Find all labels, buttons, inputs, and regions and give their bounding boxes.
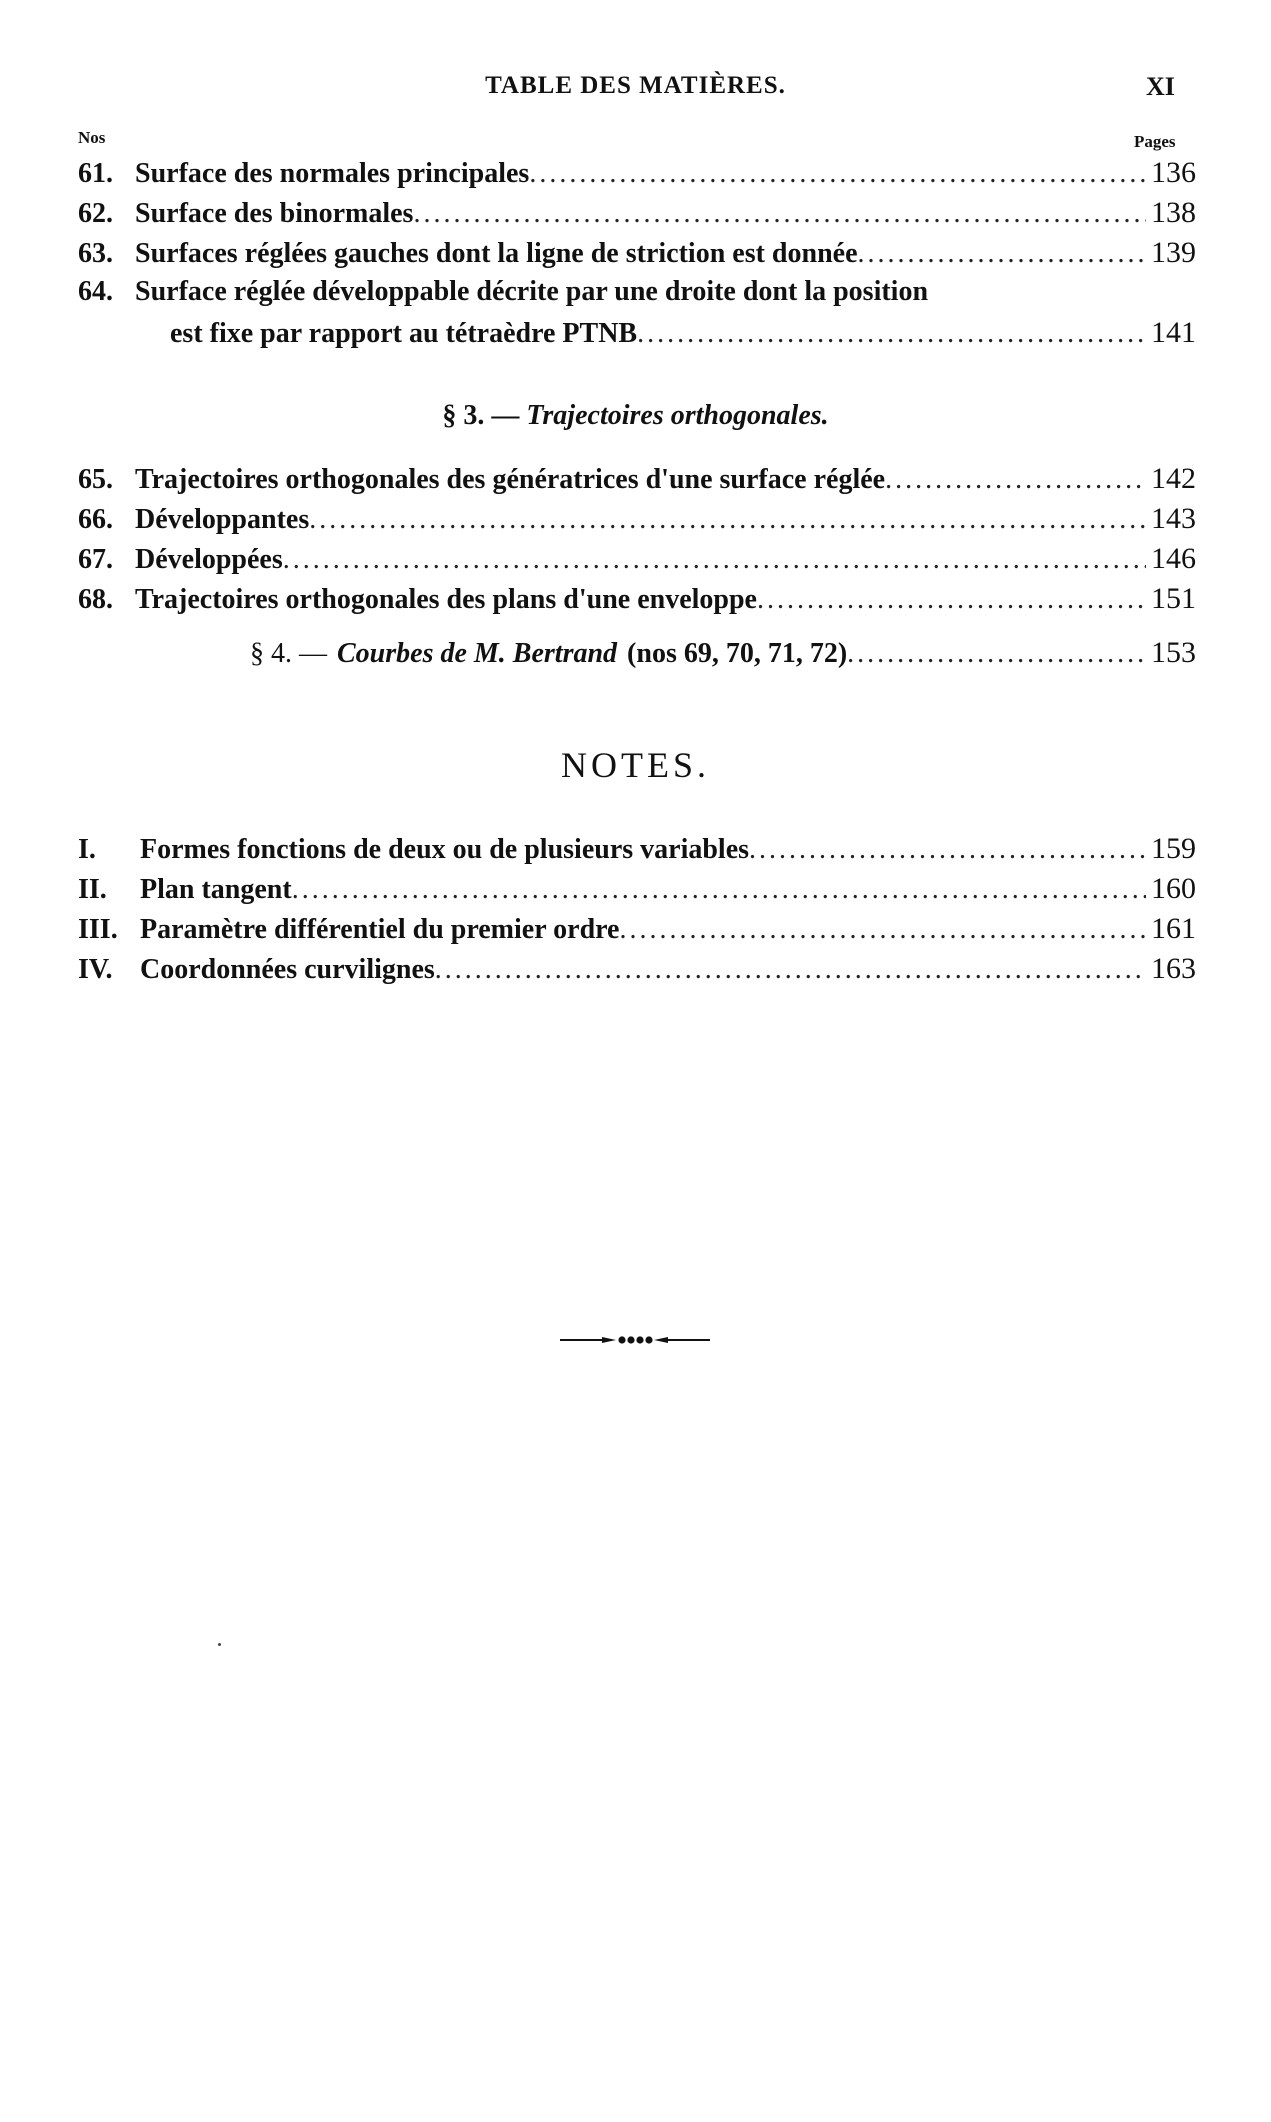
- column-label-pages: Pages: [1134, 132, 1176, 151]
- dot-leader: [435, 954, 1146, 986]
- toc-entry: [78, 156, 1196, 196]
- dot-leader: [749, 834, 1146, 866]
- toc-entry: [78, 236, 1196, 276]
- entry-number: 65.: [78, 464, 113, 495]
- running-head: TABLE DES MATIÈRES.: [485, 72, 786, 99]
- note-entry: [78, 912, 1196, 952]
- note-entry: [78, 872, 1196, 912]
- note-entry: [78, 952, 1196, 992]
- entry-page: 138: [1151, 196, 1196, 229]
- note-entry: [78, 832, 1196, 872]
- section-prefix: § 4. —: [250, 638, 327, 669]
- section-entry: [250, 636, 1196, 676]
- section-title: Trajectoires orthogonales.: [526, 400, 829, 431]
- note-page: 160: [1151, 872, 1196, 905]
- entry-number: 64.: [78, 276, 113, 307]
- entry-page: 153: [1151, 636, 1196, 669]
- toc-entry: [78, 582, 1196, 622]
- toc-entry: [78, 196, 1196, 236]
- entry-number: 63.: [78, 238, 113, 269]
- entry-title: Surfaces réglées gauches dont la ligne de striction est donnée: [135, 238, 858, 269]
- entry-title: Trajectoires orthogonales des génératrices d'une surface réglée: [135, 464, 886, 495]
- toc-entry: [78, 502, 1196, 542]
- dot-leader: [413, 198, 1146, 230]
- entry-title: Surface réglée développable décrite par une droite dont la position: [135, 276, 929, 307]
- entry-title: Développantes: [135, 504, 310, 535]
- dot-leader: [309, 504, 1146, 536]
- dot-leader: [885, 464, 1146, 496]
- note-title: Paramètre différentiel du premier ordre: [140, 914, 620, 945]
- dot-leader: [847, 638, 1146, 670]
- note-number: II.: [78, 874, 107, 905]
- note-number: III.: [78, 914, 118, 945]
- dot-leader: [858, 238, 1147, 270]
- entry-page: 143: [1151, 502, 1196, 535]
- note-number: IV.: [78, 954, 113, 985]
- entry-title-continued: est fixe par rapport au tétraèdre PTNB: [170, 318, 638, 349]
- note-title: Plan tangent: [140, 874, 292, 905]
- end-ornament: [560, 1333, 710, 1347]
- entry-page: 139: [1151, 236, 1196, 269]
- entry-number: 66.: [78, 504, 113, 535]
- column-label-numbers: Nos: [78, 128, 106, 147]
- toc-entry-continuation: [78, 316, 1196, 356]
- dot-leader: [757, 584, 1146, 616]
- dot-leader: [637, 318, 1146, 350]
- entry-title: Surface des normales principales: [135, 158, 530, 189]
- toc-entry: [78, 462, 1196, 502]
- notes-title: NOTES.: [561, 745, 710, 785]
- page-folio: XI: [1146, 72, 1175, 101]
- entry-page: 141: [1151, 316, 1196, 349]
- entry-page: 151: [1151, 582, 1196, 615]
- note-page: 161: [1151, 912, 1196, 945]
- note-page: 159: [1151, 832, 1196, 865]
- toc-entry: [78, 276, 1196, 316]
- dot-leader: [283, 544, 1146, 576]
- entry-number: 61.: [78, 158, 113, 189]
- entry-page: 142: [1151, 462, 1196, 495]
- entry-page: 146: [1151, 542, 1196, 575]
- entry-title: Trajectoires orthogonales des plans d'une enveloppe: [135, 584, 757, 615]
- entry-title: Surface des binormales: [135, 198, 414, 229]
- entry-title: Développées: [135, 544, 283, 575]
- entry-number: 67.: [78, 544, 113, 575]
- dot-leader: [292, 874, 1146, 906]
- dot-leader: [529, 158, 1146, 190]
- entry-number: 62.: [78, 198, 113, 229]
- note-number: I.: [78, 834, 96, 865]
- section-prefix: § 3. —: [442, 400, 520, 431]
- section-heading: [0, 400, 1271, 432]
- dot-leader: [620, 914, 1147, 946]
- note-page: 163: [1151, 952, 1196, 985]
- note-title: Coordonnées curvilignes: [140, 954, 435, 985]
- toc-entry: [78, 542, 1196, 582]
- print-speck: [218, 1643, 221, 1646]
- section-range: (nos 69, 70, 71, 72): [627, 638, 848, 669]
- section-title: Courbes de M. Bertrand: [337, 638, 618, 669]
- entry-number: 68.: [78, 584, 113, 615]
- note-title: Formes fonctions de deux ou de plusieurs variables: [140, 834, 750, 865]
- entry-page: 136: [1151, 156, 1196, 189]
